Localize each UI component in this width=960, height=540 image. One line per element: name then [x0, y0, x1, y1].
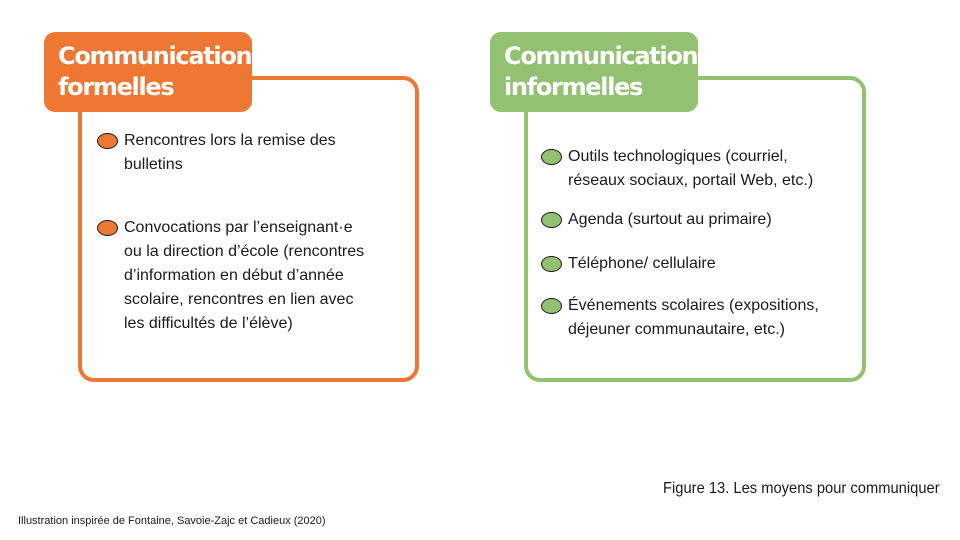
green-bullet-icon: [541, 149, 562, 165]
formal-item: [97, 216, 364, 336]
informal-communications-title: [490, 32, 711, 112]
formal-item-text: Convocations par l’enseignant·e ou la direction d’école (rencontres d’information en début d’année scolaire, rencontres en lien avec les difficultés de l’élève): [124, 219, 365, 332]
green-bullet-icon: [541, 298, 562, 314]
informal-item: [541, 145, 813, 193]
informal-item-text: Téléphone/ cellulaire: [568, 255, 716, 272]
formal-item: [97, 129, 336, 177]
green-bullet-icon: [541, 256, 562, 272]
formal-item-text: Rencontres lors la remise des bulletins: [124, 132, 336, 173]
illustration-credit: Illustration inspirée de Fontaine, Savoie-Zajc et Cadieux (2020): [18, 515, 326, 527]
green-bullet-icon: [541, 212, 562, 228]
orange-bullet-icon: [97, 220, 118, 236]
figure-caption: Figure 13. Les moyens pour communiquer: [663, 480, 940, 497]
informal-item: [541, 252, 716, 276]
informal-item-text: Événements scolaires (expositions, déjeuner communautaire, etc.): [568, 297, 819, 338]
informal-item: [541, 294, 819, 342]
informal-title-line2: informelles: [504, 73, 643, 101]
informal-title-line1: Communications: [504, 42, 711, 70]
orange-bullet-icon: [97, 133, 118, 149]
informal-item: [541, 208, 772, 232]
formal-title-line1: Communications: [58, 42, 265, 70]
informal-item-text: Outils technologiques (courriel, réseaux sociaux, portail Web, etc.): [568, 148, 814, 189]
formal-title-line2: formelles: [58, 73, 174, 101]
informal-item-text: Agenda (surtout au primaire): [568, 211, 772, 228]
formal-communications-title: [44, 32, 265, 112]
